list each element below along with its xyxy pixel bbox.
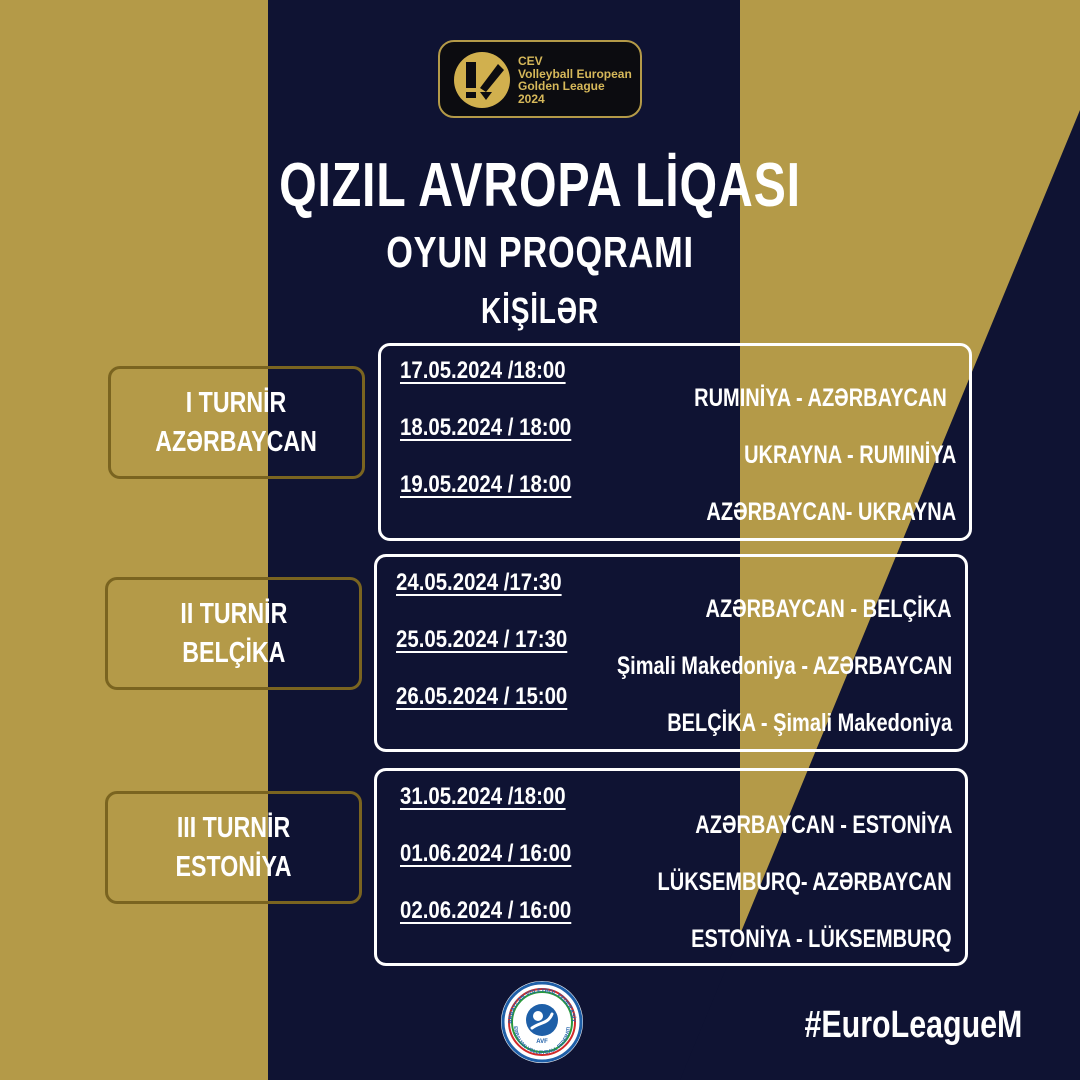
tournament-3-match-2: LÜKSEMBURQ- AZƏRBAYCAN	[657, 868, 952, 896]
logo-line-1: CEV	[518, 54, 543, 68]
page-title: QIZIL AVROPA LİQASI	[279, 151, 801, 220]
tournament-1-match-3: AZƏRBAYCAN- UKRAYNA	[706, 498, 956, 526]
tournament-2-host: BELÇİKA	[181, 636, 286, 669]
tournament-2-label	[105, 577, 362, 690]
logo-text	[518, 55, 632, 105]
category-label: KİŞİLƏR	[481, 290, 599, 331]
tournament-1-date-1: 17.05.2024 /18:00	[400, 357, 566, 384]
tournament-2-match-2: Şimali Makedoniya - AZƏRBAYCAN	[616, 652, 952, 680]
tournament-1-label	[108, 366, 365, 479]
tournament-1-date-3: 19.05.2024 / 18:00	[400, 471, 572, 498]
tournament-2-date-1: 24.05.2024 /17:30	[396, 569, 562, 596]
tournament-2-match-3: BELÇİKA - Şimali Makedoniya	[667, 709, 952, 737]
tournament-2-match-1: AZƏRBAYCAN - BELÇİKA	[705, 595, 952, 623]
tournament-3-match-1: AZƏRBAYCAN - ESTONİYA	[694, 811, 952, 839]
tournament-2-schedule-card	[374, 554, 968, 752]
tournament-3-date-1: 31.05.2024 /18:00	[400, 783, 566, 810]
tournament-3-date-3: 02.06.2024 / 16:00	[400, 897, 572, 924]
cev-golden-league-logo	[438, 40, 642, 118]
tournament-1-schedule-card	[378, 343, 972, 541]
hashtag: #EuroLeagueM	[804, 1004, 1022, 1046]
golden-league-emblem-icon	[452, 50, 512, 110]
tournament-1-match-1: RUMINİYA - AZƏRBAYCAN	[694, 384, 947, 412]
tournament-1-host: AZƏRBAYCAN	[155, 425, 318, 458]
tournament-2-date-3: 26.05.2024 / 15:00	[396, 683, 568, 710]
federation-badge-icon	[500, 980, 584, 1064]
federation-text-top: ƏRBAYCAN VOLEYBOL FEDERASİY	[507, 987, 577, 1024]
logo-line-3: Golden League	[518, 79, 605, 93]
logo-line-4: 2024	[518, 91, 545, 106]
tournament-1-date-2: 18.05.2024 / 18:00	[400, 414, 572, 441]
logo-line-2: Volleyball European	[518, 66, 632, 81]
tournament-2-name: II TURNİR	[180, 597, 287, 630]
page-subtitle: OYUN PROQRAMI	[386, 228, 694, 277]
tournament-3-host: ESTONİYA	[175, 850, 292, 883]
tournament-3-schedule-card	[374, 768, 968, 966]
tournament-3-label	[105, 791, 362, 904]
tournament-3-name: III TURNİR	[176, 811, 291, 844]
tournament-1-name: I TURNİR	[186, 386, 287, 419]
tournament-1-match-2: UKRAYNA - RUMINİYA	[743, 441, 956, 469]
tournament-2-date-2: 25.05.2024 / 17:30	[396, 626, 568, 653]
tournament-3-match-3: ESTONİYA - LÜKSEMBURQ	[691, 925, 952, 953]
federation-text-bottom: ERBAIJAN VOLLEYBALL FEDERATI	[511, 1025, 572, 1057]
tournament-3-date-2: 01.06.2024 / 16:00	[400, 840, 572, 867]
federation-abbr: AVF	[536, 1039, 548, 1045]
